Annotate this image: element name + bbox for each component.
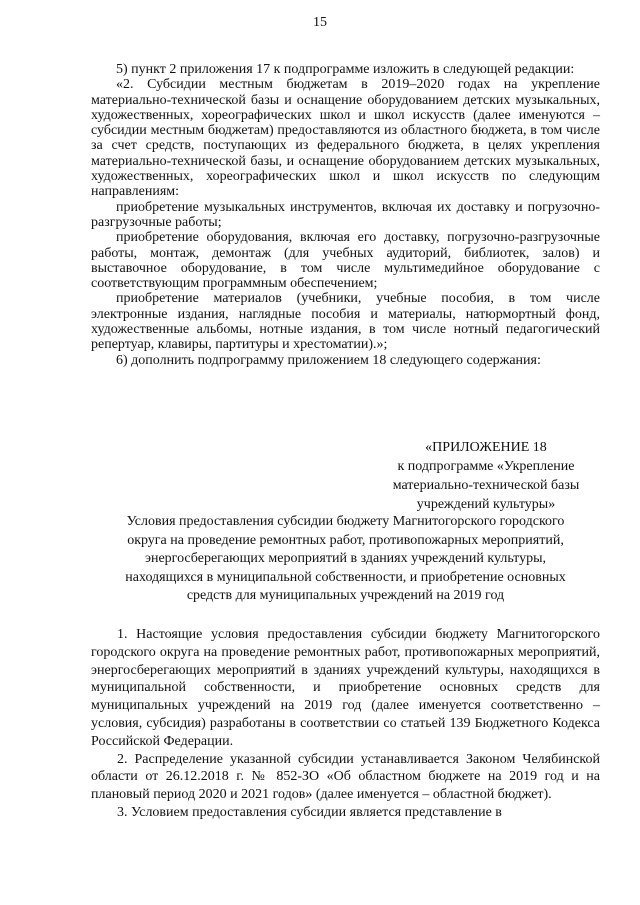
direction-instruments: приобретение музыкальных инструментов, включая их доставку и погрузочно-разгрузочные работы; [91, 199, 600, 230]
clause-1: 1. Настоящие условия предоставления субсидии бюджету Магнитогорского городского округа на проведение ремонтных работ, противопожарных мероприятий, энергосберегающих мероприятий в зданиях учреждений культуры, находящихся в муниципальной собственности, и приобретение основных средств для муниципальных учреждений на 2019 год (далее именуется соответственно – условия, субсидия) разработаны в соответствии со статьей 139 Бюджетного Кодекса Российской Федерации. [91, 627, 600, 749]
direction-equipment: приобретение оборудования, включая его доставку, погрузочно-разгрузочные работы, монтаж, демонтаж (для учебных аудиторий, библиотек, залов) и выставочное оборудование, в том числе мультимедийное оборудование с соответствующим программным обеспечением; [91, 230, 600, 292]
conditions-section [91, 626, 600, 822]
title-line: средств для муниципальных учреждений на 2019 год [186, 588, 505, 603]
amendments-section [91, 62, 600, 368]
annex-line: к подпрограмме «Укрепление [397, 459, 575, 474]
title-line: Условия предоставления субсидии бюджету Магнитогорского городского [126, 514, 565, 529]
clause-2: 2. Распределение указанной субсидии устанавливается Законом Челябинской области от 26.12.2018 г. № 852-ЗО «Об областном бюджете на 2019 год и на плановый период 2020 и 2021 годов» (далее именуется – областной бюджет). [91, 751, 600, 803]
document-title [91, 513, 600, 606]
title-line: находящихся в муниципальной собственности, и приобретение основных [125, 569, 566, 585]
clause-3: 3. Условием предоставления субсидии является представление в [117, 804, 502, 820]
title-line: энергосберегающих мероприятий в зданиях учреждений культуры, [144, 551, 547, 566]
page-number: 15 [313, 15, 327, 30]
title-line: округа на проведение ремонтных работ, противопожарных мероприятий, [127, 532, 564, 548]
subsidy-paragraph: «2. Субсидии местным бюджетам в 2019–2020 годах на укрепление материально-технической базы и оснащение оборудованием детских музыкальных, художественных, хореографических школ и школ искусств (далее именуются – субсидии местным бюджетам) предоставляются из областного бюджета, в том числе за счет средств, поступающих из федерального бюджета, в целях укрепления материально-технической базы, и оснащение оборудованием детских музыкальных, художественных, хореографических школ и школ искусств по следующим направлениям: [91, 77, 600, 200]
annex-header [384, 438, 588, 514]
amendment-item-6: 6) дополнить подпрограмму приложением 18 следующего содержания: [116, 352, 541, 368]
annex-line: материально-технической базы [392, 478, 580, 493]
amendment-item-5: 5) пункт 2 приложения 17 к подпрограмме изложить в следующей редакции: [116, 62, 575, 77]
annex-line: учреждений культуры» [416, 497, 556, 512]
annex-line: «ПРИЛОЖЕНИЕ 18 [425, 440, 547, 455]
direction-materials: приобретение материалов (учебники, учебные пособия, в том числе электронные издания, наглядные пособия и материалы, натюрмортный фонд, художественные альбомы, нотные издания, в том числе нотный педагогический репертуар, клавиры, партитуры и хрестоматии).»; [91, 291, 600, 353]
